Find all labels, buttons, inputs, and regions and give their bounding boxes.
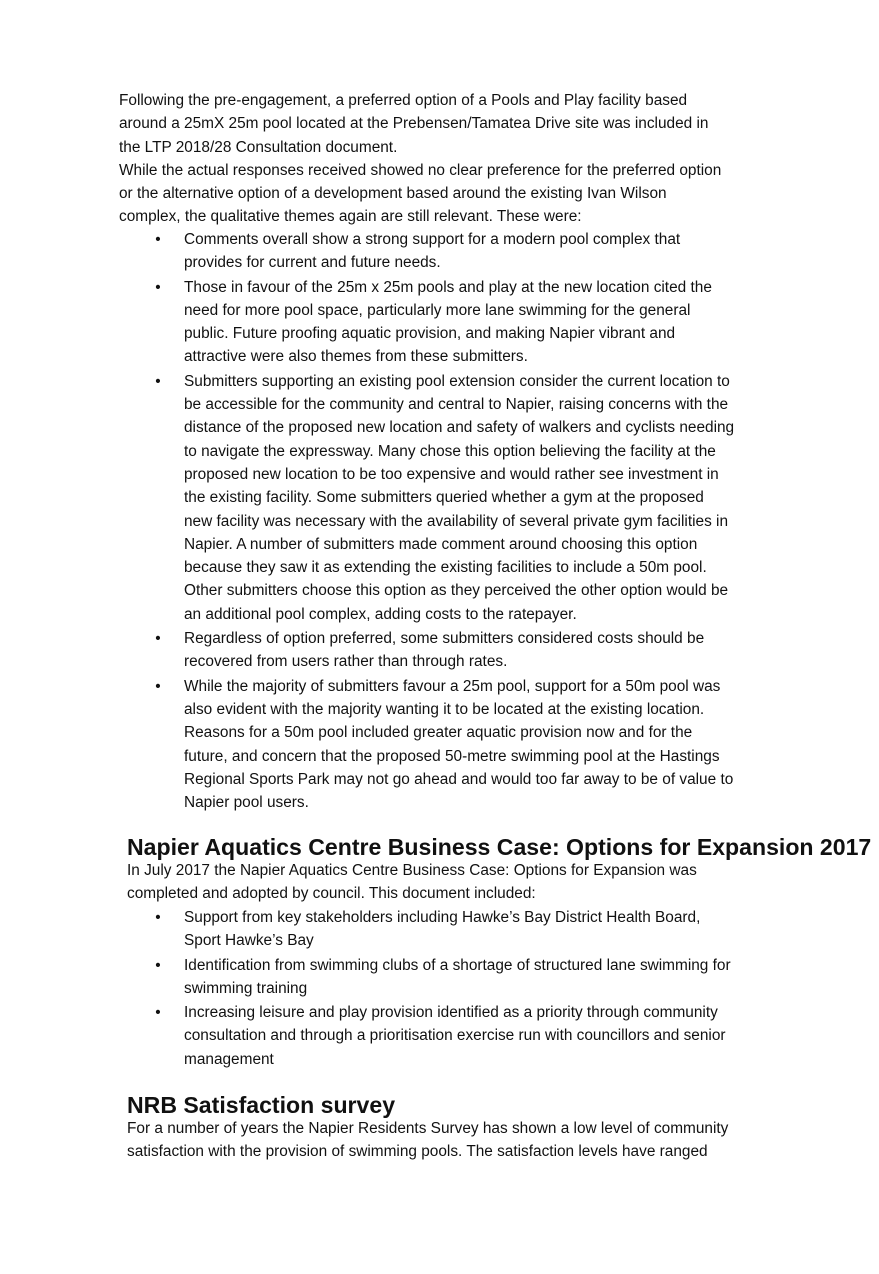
- business-case-paragraph: [127, 859, 809, 906]
- bullet-icon: •: [155, 278, 161, 296]
- text-line: be accessible for the community and central to Napier, raising concerns with the: [184, 396, 729, 414]
- list-item: [127, 906, 809, 953]
- list-item: [127, 954, 809, 1001]
- text-line: Napier. A number of submitters made comment around choosing this option: [184, 535, 698, 553]
- bullet-icon: •: [155, 909, 161, 926]
- text-line: Following the pre-engagement, a preferred option of a Pools and Play facility based: [119, 92, 688, 109]
- text-line: completed and adopted by council. This document included:: [127, 885, 536, 903]
- text-line: Napier pool users.: [184, 794, 309, 812]
- text-line: also evident with the majority wanting it to be located at the existing location.: [184, 700, 705, 718]
- text-line: Comments overall show a strong support for a modern pool complex that: [184, 231, 681, 248]
- bullet-icon: •: [155, 231, 161, 248]
- text-line: recovered from users rather than through rates.: [184, 653, 508, 671]
- bullet-icon: •: [155, 372, 161, 390]
- text-line: public. Future proofing aquatic provision, and making Napier vibrant and: [184, 325, 676, 343]
- text-line: Regardless of option preferred, some submitters considered costs should be: [184, 630, 705, 648]
- text-line: or the alternative option of a development based around the existing Ivan Wilson: [119, 185, 667, 203]
- text-line: attractive were also themes from these submitters.: [184, 348, 528, 366]
- text-line: In July 2017 the Napier Aquatics Centre Business Case: Options for Expansion was: [127, 862, 697, 879]
- business-case-heading: Napier Aquatics Centre Business Case: Options for Expansion 2017: [127, 834, 872, 860]
- text-line: Submitters supporting an existing pool extension consider the current location to: [184, 372, 730, 390]
- text-line: satisfaction with the provision of swimming pools. The satisfaction levels have ranged: [127, 1143, 708, 1161]
- bullet-icon: •: [155, 1004, 161, 1022]
- text-line: Those in favour of the 25m x 25m pools and play at the new location cited the: [184, 278, 712, 296]
- list-item: [119, 228, 809, 275]
- text-line: to navigate the expressway. Many chose this option believing the facility at the: [184, 442, 716, 460]
- text-line: Other submitters choose this option as they perceived the other option would be: [184, 582, 729, 600]
- text-line: Identification from swimming clubs of a shortage of structured lane swimming for: [184, 956, 731, 974]
- text-line: an additional pool complex, adding costs to the ratepayer.: [184, 605, 577, 623]
- business-case-list: [127, 906, 809, 1072]
- themes-list: [119, 228, 809, 815]
- text-line: management: [184, 1050, 274, 1068]
- text-line: around a 25mX 25m pool located at the Prebensen/Tamatea Drive site was included in: [119, 115, 709, 133]
- text-line: Support from key stakeholders including Hawke’s Bay District Health Board,: [184, 909, 701, 926]
- text-line: Regional Sports Park may not go ahead and would too far away to be of value to: [184, 770, 734, 788]
- text-line: future, and concern that the proposed 50-metre swimming pool at the Hastings: [184, 747, 720, 765]
- intro-paragraph: [119, 89, 809, 229]
- text-line: because they saw it as extending the existing facilities to include a 50m pool.: [184, 559, 707, 577]
- nrb-heading: NRB Satisfaction survey: [127, 1092, 396, 1118]
- bullet-icon: •: [155, 677, 161, 695]
- list-item: [119, 627, 809, 674]
- text-line: While the actual responses received showed no clear preference for the preferred option: [119, 161, 722, 179]
- text-line: distance of the proposed new location and safety of walkers and cyclists needing: [184, 419, 735, 437]
- bullet-icon: •: [155, 956, 161, 974]
- text-line: Reasons for a 50m pool included greater aquatic provision now and for the: [184, 724, 693, 742]
- list-item: [127, 1001, 809, 1071]
- text-line: need for more pool space, particularly more lane swimming for the general: [184, 301, 691, 319]
- text-line: While the majority of submitters favour a 25m pool, support for a 50m pool was: [184, 677, 721, 695]
- list-item: [119, 276, 809, 369]
- text-line: consultation and through a prioritisation exercise run with councillors and senior: [184, 1027, 726, 1045]
- text-line: proposed new location to be too expensive and would rather see investment in: [184, 465, 719, 483]
- text-line: the LTP 2018/28 Consultation document.: [119, 138, 398, 156]
- text-line: For a number of years the Napier Residents Survey has shown a low level of community: [127, 1120, 729, 1137]
- text-line: provides for current and future needs.: [184, 254, 441, 272]
- text-line: new facility was necessary with the availability of several private gym facilities in: [184, 512, 729, 530]
- list-item: [119, 370, 809, 626]
- text-line: Sport Hawke’s Bay: [184, 932, 314, 950]
- text-line: complex, the qualitative themes again are still relevant. These were:: [119, 208, 582, 226]
- nrb-paragraph: [127, 1117, 809, 1164]
- bullet-icon: •: [155, 630, 161, 648]
- text-line: Increasing leisure and play provision identified as a priority through community: [184, 1004, 718, 1022]
- list-item: [119, 675, 809, 815]
- text-line: swimming training: [184, 979, 308, 997]
- text-line: the existing facility. Some submitters queried whether a gym at the proposed: [184, 489, 704, 507]
